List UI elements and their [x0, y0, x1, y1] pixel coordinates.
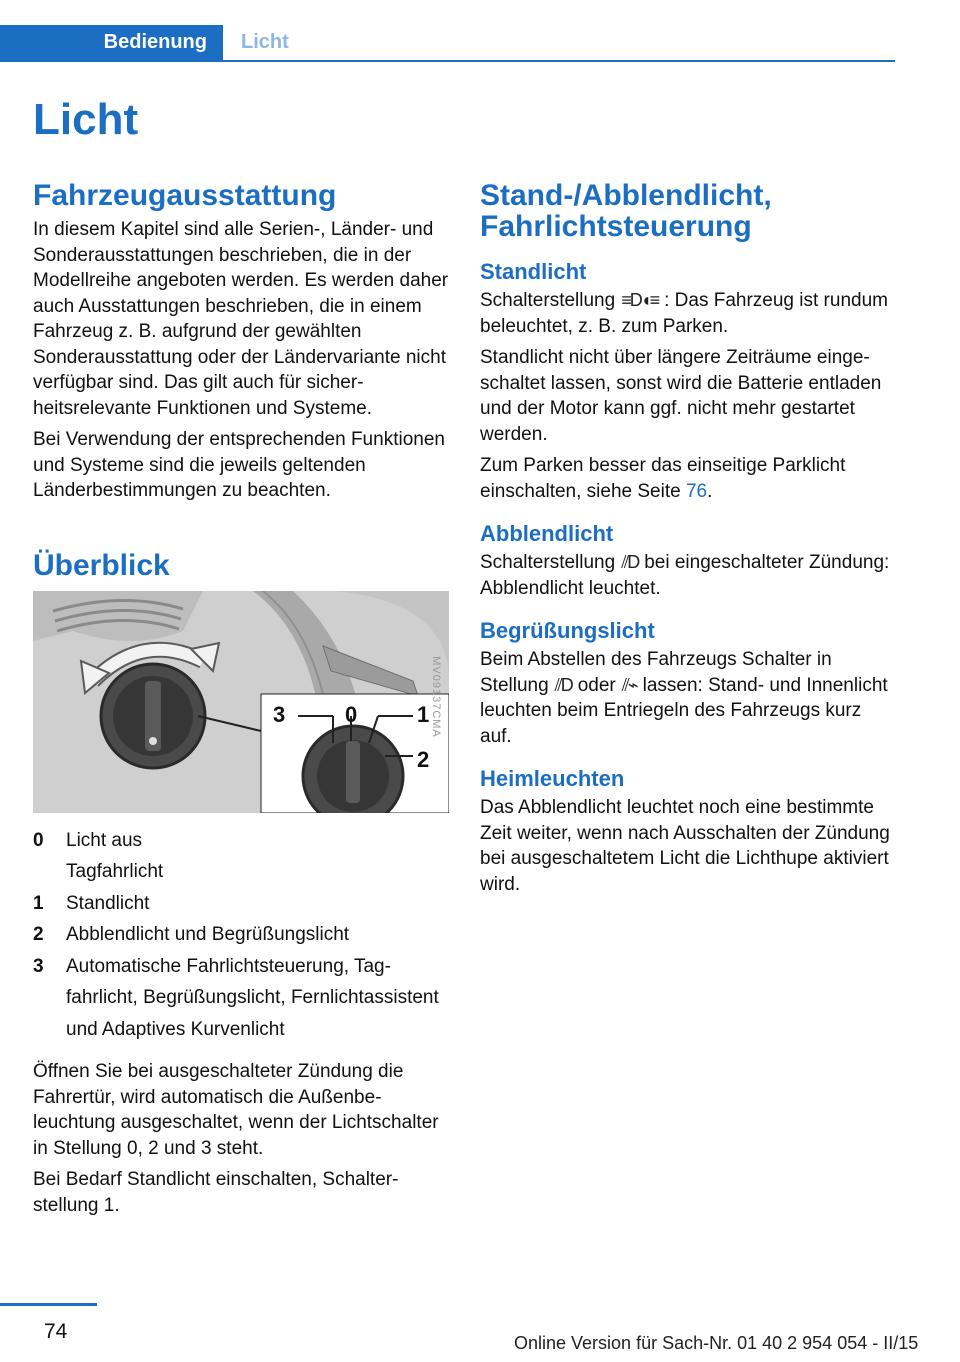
online-version-note: Online Version für Sach-Nr. 01 40 2 954 054 - II/15: [514, 1333, 919, 1353]
light-switch-knob-large: [101, 664, 205, 768]
legend-number: 2: [33, 924, 44, 945]
heading-ueberblick: Überblick: [33, 548, 170, 582]
text-fragment: oder: [577, 674, 616, 696]
legend-text: Tagfahrlicht: [66, 861, 164, 882]
switch-position-legend: [33, 825, 451, 1046]
callout-0: 0: [345, 701, 358, 727]
low-beam-icon: ⫽D: [621, 552, 639, 572]
low-beam-icon: ⫽D: [554, 674, 572, 695]
legend-text: Abblendlicht und Begrüßungslicht: [66, 924, 350, 945]
legend-text: Standlicht: [66, 892, 150, 914]
heading-stand-abblendlicht: Stand-/Abblendlicht, Fahrlichtsteuerung: [480, 179, 772, 243]
paragraph-heimleuchten: Das Abblendlicht leuchtet noch eine bestimmte Zeit weiter, wenn nach Ausschalten der Zündung bei ausgeschaltetem Licht die Lichthupe aktiviert wird.: [480, 797, 890, 895]
paragraph-fahrzeug-2: Bei Verwendung der entsprechenden Funktionen und Systeme sind die jeweils geltenden Länderbestimmungen zu beachten.: [33, 429, 445, 501]
left-column: [33, 180, 451, 1224]
legend-number: 0: [33, 829, 44, 851]
heading-fahrzeugausstattung: Fahrzeugausstattung: [33, 179, 337, 212]
text-fragment: Schalterstellung: [480, 290, 616, 311]
page-link[interactable]: 76: [685, 480, 708, 502]
tab-licht[interactable]: Licht: [241, 31, 289, 53]
heading-standlicht: Standlicht: [480, 259, 587, 284]
paragraph-standlicht-2: Standlicht nicht über längere Zeiträume eingeschaltet lassen, sonst wird die Batterie entladen und der Motor kann ggf. nicht mehr gestartet werden.: [480, 347, 882, 445]
paragraph-begruessungslicht: [480, 647, 895, 749]
legend-item: [33, 919, 451, 951]
auto-light-icon: ⫽⌁: [621, 674, 637, 695]
paragraph-standlicht-1: [480, 288, 895, 339]
legend-text: Licht aus: [66, 829, 143, 851]
text-fragment: bei eingeschalteter Zündung: Abblendlicht leuchtet.: [480, 552, 890, 599]
text-fragment: lassen: Stand- und Innenlicht leuchten beim Entriegeln des Fahrzeugs kurz auf.: [480, 674, 888, 747]
paragraph-fahrzeug-1: In diesem Kapitel sind alle Serien-, Länder- und Sonderausstattungen beschrieben, die in der Modellreihe angeboten werden. Es werden daher auch Ausstattungen beschrieben, die in einem Fahrzeug z. B. aufgrund der gewählten Sonderausstattung oder der Ländervariante nicht verfügbar sind. Das gilt auch für sicherheitsrelevante Funktionen und Systeme.: [33, 219, 449, 419]
legend-item: [33, 825, 451, 857]
legend-item: [33, 888, 451, 920]
tab-bedienung[interactable]: Bedienung: [0, 25, 223, 60]
heading-abblendlicht: Abblendlicht: [480, 521, 614, 546]
text-fragment: Schalterstellung: [480, 552, 616, 573]
header-tabs: [0, 25, 895, 62]
paragraph-standlicht-3: [480, 453, 895, 504]
text-fragment: Beim Abstellen des Fahrzeugs Schalter in Stellung: [480, 649, 832, 696]
legend-item: [33, 856, 451, 888]
parking-light-icon: ≡D◖≡: [621, 290, 659, 310]
callout-3: 3: [273, 701, 286, 727]
page-number: 74: [44, 1320, 68, 1343]
callout-2: 2: [417, 746, 430, 772]
page-number-rule: [0, 1303, 97, 1306]
legend-number: 3: [33, 955, 44, 977]
text-fragment: : Das Fahrzeug ist rundum beleuchtet, z. B. zum Parken.: [480, 290, 888, 337]
text-fragment: Zum Parken besser das einseitige Parklicht einschalten, siehe Seite: [480, 455, 846, 502]
callout-1: 1: [417, 701, 430, 727]
legend-text: Automatische Fahrlichtsteuerung, Tagfahrlicht, Begrüßungslicht, Fernlichtassistent und Adaptives Kurvenlicht: [66, 955, 439, 1040]
right-column: [480, 180, 895, 903]
legend-item: [33, 951, 451, 1046]
heading-heimleuchten: Heimleuchten: [480, 766, 625, 791]
heading-begruessungslicht: Begrüßungslicht: [480, 618, 655, 643]
image-code: MV09137CMA: [430, 655, 443, 738]
legend-number: [33, 856, 66, 888]
legend-number: 1: [33, 892, 44, 914]
paragraph-oeffnen: Öffnen Sie bei ausgeschalteter Zündung die Fahrertür, wird automatisch die Außenbeleuchtung ausgeschaltet, wenn der Lichtschalter in Stellung 0, 2 und 3 steht.: [33, 1061, 439, 1159]
paragraph-bedarf: Bei Bedarf Standlicht einschalten, Schalterstellung 1.: [33, 1169, 399, 1216]
page-title: Licht: [33, 95, 139, 144]
text-fragment: .: [707, 480, 713, 502]
light-switch-illustration: [33, 591, 449, 813]
paragraph-abblendlicht: [480, 550, 895, 601]
light-switch-figure: [33, 591, 449, 813]
